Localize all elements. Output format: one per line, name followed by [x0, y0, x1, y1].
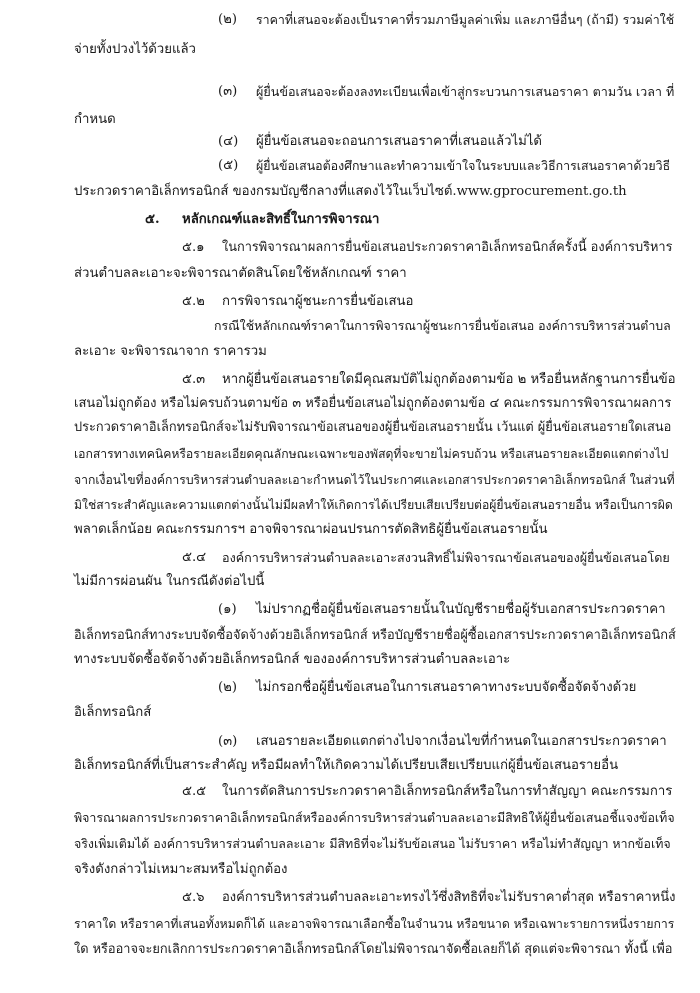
item-text-continued: จ่ายทั้งปวงไว้ด้วยแล้ว — [74, 42, 196, 57]
clause-number: ๕.๔ — [182, 550, 207, 565]
clause-line: องค์การบริหารส่วนตำบลละเอาะสงวนสิทธิ์ไม่พิจารณาข้อเสนอของผู้ยื่นข้อเสนอโดย — [222, 550, 670, 565]
clause-line: ใด หรืออาจจะยกเลิกการประกวดราคาอิเล็กทรอนิกส์โดยไม่พิจารณาจัดซื้อเลยก็ได้ สุดแต่จะพิจารณา ทั้งนี้ เพื่อ — [74, 942, 673, 957]
clause-line: องค์การบริหารส่วนตำบลละเอาะทรงไว้ซึ่งสิทธิที่จะไม่รับราคาต่ำสุด หรือราคาหนึ่ง — [222, 890, 676, 905]
sub-item-number: (๑) — [218, 602, 237, 617]
clause-line: มิใช่สาระสำคัญและความแตกต่างนั้นไม่มีผลทำให้เกิดการได้เปรียบเสียเปรียบต่อผู้ยื่นข้อเสนอรายอื่น หรือเป็นการผิด — [74, 498, 673, 512]
clause-line: ในการพิจารณาผลการยื่นข้อเสนอประกวดราคาอิเล็กทรอนิกส์ครั้งนี้ องค์การบริหาร — [222, 240, 673, 255]
sub-item-number: (๒) — [218, 680, 237, 695]
section-title: หลักเกณฑ์และสิทธิ์ในการพิจารณา — [182, 212, 380, 227]
item-text: ผู้ยื่นข้อเสนอจะถอนการเสนอราคาที่เสนอแล้วไม่ได้ — [256, 134, 542, 149]
clause-number: ๕.๕ — [182, 784, 207, 799]
clause-line: กรณีใช้หลักเกณฑ์ราคาในการพิจารณาผู้ชนะการยื่นข้อเสนอ องค์การบริหารส่วนตำบล — [214, 318, 671, 333]
sub-item-line: ไม่กรอกชื่อผู้ยื่นข้อเสนอในการเสนอราคาทางระบบจัดซื้อจัดจ้างด้วย — [256, 680, 637, 695]
procurement-website-link[interactable]: .www.gprocurement.go.th — [452, 184, 627, 199]
clause-line: การพิจารณาผู้ชนะการยื่นข้อเสนอ — [222, 294, 414, 309]
sub-item-line: ทางระบบจัดซื้อจัดจ้างด้วยอิเล็กทรอนิกส์ ขององค์การบริหารส่วนตำบลละเอาะ — [74, 652, 511, 667]
item-number: (๒) — [218, 12, 237, 27]
clause-line: ไม่มีการผ่อนผัน ในกรณีดังต่อไปนี้ — [74, 574, 265, 589]
clause-line: ละเอาะ จะพิจารณาจาก ราคารวม — [74, 344, 267, 359]
clause-line: พลาดเล็กน้อย คณะกรรมการฯ อาจพิจารณาผ่อนปรนการตัดสิทธิผู้ยื่นข้อเสนอรายนั้น — [74, 522, 548, 537]
item-text-continued: กำหนด — [74, 112, 116, 127]
item-number: (๔) — [218, 134, 239, 149]
clause-line: เอกสารทางเทคนิคหรือรายละเอียดคุณลักษณะเฉพาะของพัสดุที่จะขายไม่ครบถ้วน หรือเสนอรายละเอียดแตกต่างไป — [74, 447, 669, 461]
sub-item-line: อิเล็กทรอนิกส์ — [74, 705, 152, 720]
item-number: (๕) — [218, 158, 239, 173]
item-text-continued — [74, 184, 627, 200]
sub-item-line: เสนอรายละเอียดแตกต่างไปจากเงื่อนไขที่กำหนดในเอกสารประกวดราคา — [256, 734, 667, 749]
item-text: ผู้ยื่นข้อเสนอต้องศึกษาและทำความเข้าใจในระบบและวิธีการเสนอราคาด้วยวิธี — [256, 158, 671, 173]
clause-number: ๕.๓ — [182, 372, 206, 387]
clause-line: เสนอไม่ถูกต้อง หรือไม่ครบถ้วนตามข้อ ๓ หรือยื่นข้อเสนอไม่ถูกต้องตามข้อ ๔ คณะกรรมการพิจารณาผลการ — [74, 396, 672, 411]
clause-line: จากเงื่อนไขที่องค์การบริหารส่วนตำบลละเอาะกำหนดไว้ในประกาศและเอกสารประกวดราคาอิเล็กทรอนิกส์ ในส่วนที่ — [74, 473, 675, 487]
sub-item-line: อิเล็กทรอนิกส์ทางระบบจัดซื้อจัดจ้างด้วยอิเล็กทรอนิกส์ หรือบัญชีรายชื่อผู้ซื้อเอกสารประกวดราคาอิเล็กทรอนิกส์ — [74, 628, 676, 643]
clause-number: ๕.๒ — [182, 294, 205, 309]
item-text: ราคาที่เสนอจะต้องเป็นราคาที่รวมภาษีมูลค่าเพิ่ม และภาษีอื่นๆ (ถ้ามี) รวมค่าใช้ — [256, 12, 675, 27]
clause-line: ในการตัดสินการประกวดราคาอิเล็กทรอนิกส์หรือในการทำสัญญา คณะกรรมการ — [222, 784, 673, 799]
sub-item-number: (๓) — [218, 734, 238, 749]
section-number: ๕. — [145, 212, 160, 227]
clause-line: ประกวดราคาอิเล็กทรอนิกส์จะไม่รับพิจารณาข้อเสนอของผู้ยื่นข้อเสนอรายนั้น เว้นแต่ ผู้ยื่นข้อเสนอรายใดเสนอ — [74, 420, 672, 435]
clause-number: ๕.๖ — [182, 890, 205, 905]
clause-line: หากผู้ยื่นข้อเสนอรายใดมีคุณสมบัติไม่ถูกต้องตามข้อ ๒ หรือยื่นหลักฐานการยื่นข้อ — [222, 372, 676, 387]
clause-number: ๕.๑ — [182, 240, 205, 255]
item-text-continued-body: ประกวดราคาอิเล็กทรอนิกส์ ของกรมบัญชีกลางที่แสดงไว้ในเว็บไซต์ — [74, 184, 453, 199]
sub-item-line: อิเล็กทรอนิกส์ที่เป็นสาระสำคัญ หรือมีผลทำให้เกิดความได้เปรียบเสียเปรียบแก่ผู้ยื่นข้อเสนอรายอื่น — [74, 758, 619, 773]
item-text: ผู้ยื่นข้อเสนอจะต้องลงทะเบียนเพื่อเข้าสู่กระบวนการเสนอราคา ตามวัน เวลา ที่ — [256, 84, 675, 99]
clause-line: พิจารณาผลการประกวดราคาอิเล็กทรอนิกส์หรือองค์การบริหารส่วนตำบลละเอาะมีสิทธิให้ผู้ยื่นข้อเสนอชี้แจงข้อเท็จ — [74, 810, 675, 825]
sub-item-line: ไม่ปรากฏชื่อผู้ยื่นข้อเสนอรายนั้นในบัญชีรายชื่อผู้รับเอกสารประกวดราคา — [256, 602, 666, 617]
clause-line: จริงดังกล่าวไม่เหมาะสมหรือไม่ถูกต้อง — [74, 862, 288, 877]
clause-line: ส่วนตำบลละเอาะจะพิจารณาตัดสินโดยใช้หลักเกณฑ์ ราคา — [74, 266, 407, 281]
clause-line: จริงเพิ่มเติมได้ องค์การบริหารส่วนตำบลละเอาะ มีสิทธิที่จะไม่รับข้อเสนอ ไม่รับราคา หรือไม่ทำสัญญา หากข้อเท็จ — [74, 836, 671, 851]
item-number: (๓) — [218, 84, 238, 99]
clause-line: ราคาใด หรือราคาที่เสนอทั้งหมดก็ได้ และอาจพิจารณาเลือกซื้อในจำนวน หรือขนาด หรือเฉพาะรายการหนึ่งรายการ — [74, 917, 675, 931]
